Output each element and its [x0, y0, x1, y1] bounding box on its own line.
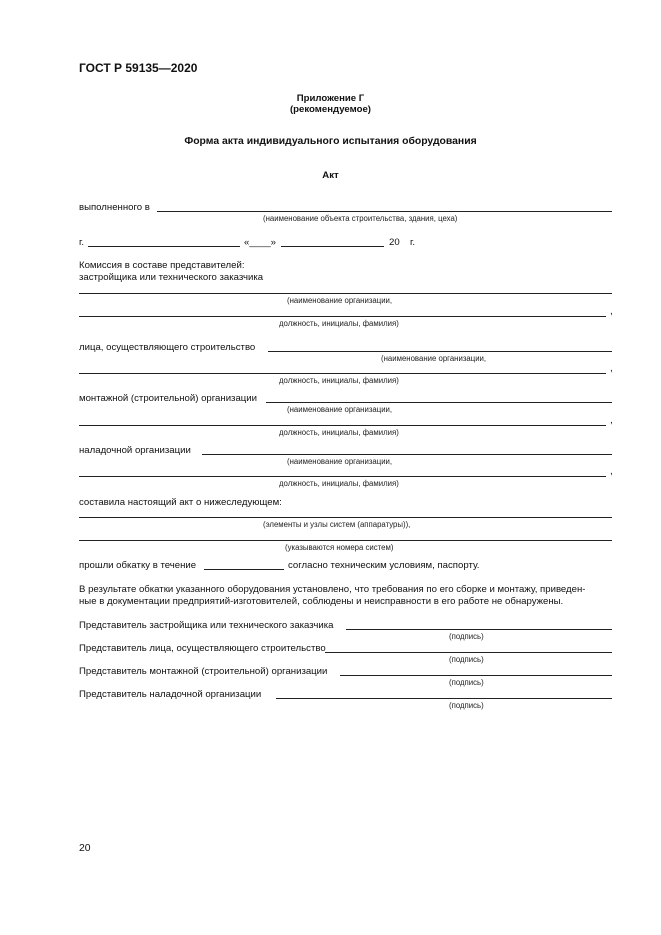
person-hint: должность, инициалы, фамилия): [279, 376, 399, 385]
signature-hint: (подпись): [449, 678, 484, 687]
document-code: ГОСТ Р 59135—2020: [79, 61, 198, 75]
compiled-label: составила настоящий акт о нижеследующем:: [79, 497, 282, 508]
date-month-input-line[interactable]: [281, 246, 384, 247]
person-hint: должность, инициалы, фамилия): [279, 428, 399, 437]
commissioning-label: наладочной организации: [79, 445, 191, 456]
customer-org-input-line[interactable]: [79, 293, 612, 294]
org-hint: (наименование организации,: [287, 457, 393, 466]
year-prefix: 20: [389, 237, 400, 248]
result-line1: В результате обкатки указанного оборудования установлено, что требования по его сборке и монтажу, приведен-: [79, 584, 586, 595]
commission-line2: застройщика или технического заказчика: [79, 272, 264, 283]
installer-org-input-line[interactable]: [266, 402, 612, 403]
page-number: 20: [79, 843, 91, 854]
system-numbers-hint: (указываются номера систем): [285, 543, 394, 552]
signature-label-commissioning: Представитель наладочной организации: [79, 689, 262, 700]
performed-in-label: выполненного в: [79, 202, 150, 213]
signature-hint: (подпись): [449, 632, 484, 641]
builder-person-input-line[interactable]: [79, 373, 606, 374]
signature-line-builder[interactable]: [325, 652, 612, 653]
city-input-line[interactable]: [88, 246, 240, 247]
signature-hint: (подпись): [449, 701, 484, 710]
annex-title: Приложение Г: [296, 93, 365, 104]
signature-line-customer[interactable]: [346, 629, 612, 630]
signature-line-commissioning[interactable]: [276, 698, 612, 699]
builder-org-input-line[interactable]: [268, 351, 612, 352]
form-title: Форма акта индивидуального испытания оборудования: [184, 136, 477, 147]
object-input-line[interactable]: [157, 211, 612, 212]
org-hint: (наименование организации,: [287, 296, 393, 305]
customer-person-input-line[interactable]: [79, 316, 606, 317]
year-suffix: г.: [410, 237, 415, 248]
signature-hint: (подпись): [449, 655, 484, 664]
person-hint: должность, инициалы, фамилия): [279, 479, 399, 488]
date-day[interactable]: «____»: [244, 237, 277, 248]
run-in-suffix: согласно техническим условиям, паспорту.: [288, 560, 480, 571]
commissioning-person-input-line[interactable]: [79, 476, 606, 477]
elements-hint: (элементы и узлы систем (аппаратуры)),: [263, 520, 411, 529]
elements-input-line[interactable]: [79, 517, 612, 518]
signature-label-installer: Представитель монтажной (строительной) организации: [79, 666, 328, 677]
result-line2: ные в документации предприятий-изготовителей, соблюдены и неисправности в его работе не обнаружены.: [79, 596, 564, 607]
signature-label-customer: Представитель застройщика или технического заказчика: [79, 620, 334, 631]
commission-line1: Комиссия в составе представителей:: [79, 260, 245, 271]
installer-person-input-line[interactable]: [79, 425, 606, 426]
signature-line-installer[interactable]: [340, 675, 612, 676]
org-hint: (наименование организации,: [287, 405, 393, 414]
object-hint: (наименование объекта строительства, здания, цеха): [263, 214, 458, 223]
commissioning-org-input-line[interactable]: [202, 454, 612, 455]
run-in-duration-input-line[interactable]: [204, 569, 284, 570]
city-prefix: г.: [79, 237, 84, 248]
signature-label-builder: Представитель лица, осуществляющего строительство: [79, 643, 326, 654]
system-numbers-input-line[interactable]: [79, 540, 612, 541]
org-hint: (наименование организации,: [381, 354, 487, 363]
person-hint: должность, инициалы, фамилия): [279, 319, 399, 328]
run-in-prefix: прошли обкатку в течение: [79, 560, 197, 571]
annex-subtitle: (рекомендуемое): [289, 104, 371, 115]
builder-label: лица, осуществляющего строительство: [79, 342, 256, 353]
act-title: Акт: [322, 170, 339, 181]
installer-label: монтажной (строительной) организации: [79, 393, 257, 404]
